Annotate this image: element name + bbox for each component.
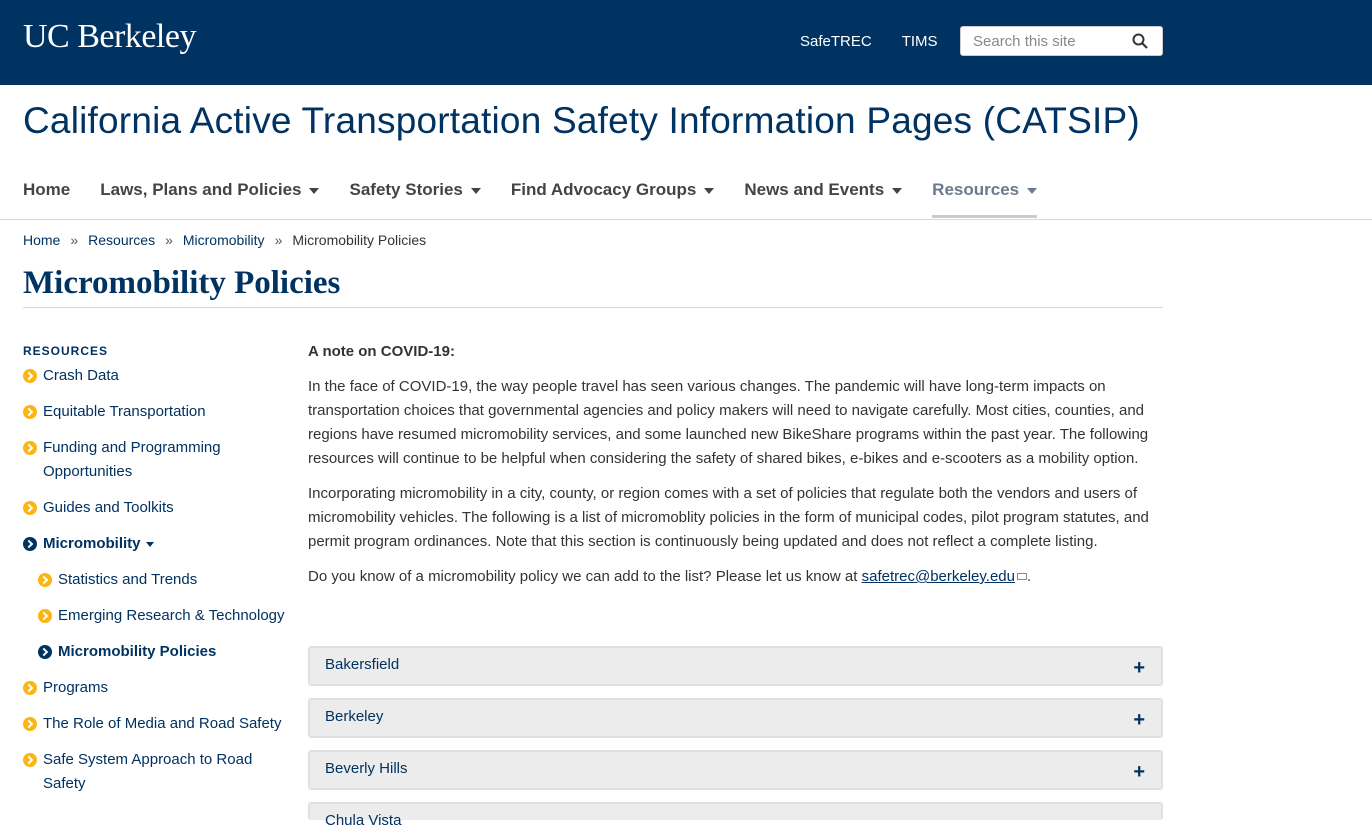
accordion-label: Beverly Hills bbox=[325, 760, 408, 777]
accordion-label: Bakersfield bbox=[325, 656, 400, 673]
policies-paragraph: Incorporating micromobility in a city, county, or region comes with a set of policies that regulate both the vendors and users of micromobility vehicles. The following is a list of micromoblity policies in the form of municipal codes, pilot program statutes, and permit program ordinances. Note that this section is continuously being updated and does not reflect a complete listing. bbox=[308, 485, 1149, 550]
breadcrumb-micromobility[interactable]: Micromobility bbox=[182, 232, 265, 248]
nav-safety-stories[interactable] bbox=[349, 180, 480, 218]
breadcrumb-current: Micromobility Policies bbox=[292, 232, 427, 248]
nav-label: Resources bbox=[932, 180, 1020, 199]
sidebar-item-safe-system[interactable] bbox=[23, 748, 293, 796]
site-title[interactable]: California Active Transportation Safety Information Pages (CATSIP) bbox=[23, 100, 1140, 141]
nav-label: News and Events bbox=[744, 180, 885, 199]
nav-label: Home bbox=[23, 180, 71, 199]
chevron-right-icon bbox=[23, 405, 37, 419]
chevron-right-icon bbox=[23, 753, 37, 767]
accordion-label: Chula Vista bbox=[325, 812, 402, 829]
nav-find-advocacy-groups[interactable] bbox=[511, 180, 714, 218]
nav-label: Find Advocacy Groups bbox=[510, 180, 697, 199]
plus-icon: + bbox=[1133, 761, 1145, 783]
accordion-chula-vista[interactable] bbox=[308, 802, 1163, 829]
search-icon[interactable] bbox=[1132, 33, 1148, 49]
sidebar-item-label: Emerging Research & Technology bbox=[58, 607, 285, 624]
uc-berkeley-logo[interactable]: UC Berkeley bbox=[23, 18, 196, 55]
nav-label: Laws, Plans and Policies bbox=[100, 180, 302, 199]
sidebar-item-crash-data[interactable] bbox=[23, 364, 293, 388]
contact-paragraph bbox=[308, 565, 1163, 589]
sidebar-item-label: Guides and Toolkits bbox=[43, 499, 174, 516]
caret-down-icon bbox=[1027, 188, 1037, 194]
page-title: Micromobility Policies bbox=[23, 265, 341, 301]
chevron-right-icon bbox=[23, 537, 37, 551]
caret-down-icon bbox=[309, 188, 319, 194]
sidebar-item-equitable-transportation[interactable] bbox=[23, 400, 293, 424]
email-link[interactable]: safetrec@berkeley.edu bbox=[861, 568, 1015, 585]
breadcrumb-separator: » bbox=[274, 232, 283, 248]
accordion-berkeley[interactable] bbox=[308, 698, 1163, 738]
main-content bbox=[308, 340, 1163, 600]
search-box bbox=[960, 26, 1163, 56]
chevron-right-icon bbox=[38, 645, 52, 659]
sidebar-item-label: Safe System Approach to Road Safety bbox=[43, 751, 253, 792]
caret-down-icon bbox=[892, 188, 902, 194]
sidebar-item-label: Equitable Transportation bbox=[43, 403, 206, 420]
chevron-right-icon bbox=[23, 441, 37, 455]
sidebar-item-label: Micromobility Policies bbox=[58, 643, 217, 660]
nav-resources[interactable] bbox=[932, 180, 1037, 218]
caret-down-icon bbox=[146, 542, 154, 547]
nav-label: Safety Stories bbox=[349, 180, 463, 199]
sidebar-item-programs[interactable] bbox=[23, 676, 293, 700]
breadcrumb-separator: » bbox=[70, 232, 79, 248]
nav-divider bbox=[0, 219, 1372, 220]
chevron-right-icon bbox=[23, 369, 37, 383]
breadcrumb-separator: » bbox=[165, 232, 173, 248]
accordion-bakersfield[interactable] bbox=[308, 646, 1163, 686]
sidebar-item-label: Micromobility bbox=[43, 535, 141, 552]
top-header bbox=[0, 0, 1372, 85]
title-divider bbox=[23, 307, 1163, 308]
sidebar-item-label: Funding and Programming Opportunities bbox=[43, 439, 221, 480]
chevron-right-icon bbox=[38, 573, 52, 587]
sidebar-item-micromobility[interactable] bbox=[23, 532, 293, 556]
nav-laws-plans-policies[interactable] bbox=[100, 180, 319, 218]
search-input[interactable] bbox=[961, 27, 1121, 55]
breadcrumb-home[interactable]: Home bbox=[23, 232, 61, 248]
covid-note-heading: A note on COVID-19: bbox=[308, 343, 455, 360]
sidebar-item-media-road-safety[interactable] bbox=[23, 712, 293, 736]
main-nav bbox=[23, 180, 1067, 218]
sidebar-heading: RESOURCES bbox=[23, 344, 109, 358]
sidebar bbox=[23, 344, 293, 808]
intro-paragraph: In the face of COVID-19, the way people travel has seen various changes. The pandemic will have long-term impacts on transportation choices that governmental agencies and policy makers will need to navigate carefully. Most cities, counties, and regions have resumed micromobility services, and some launched new BikeShare programs within the past year. The following resources will continue to be helpful when considering the safety of shared bikes, e-bikes and e-scooters as a mobility option. bbox=[308, 378, 1149, 467]
sidebar-item-emerging-research[interactable] bbox=[23, 604, 293, 628]
plus-icon: + bbox=[1133, 657, 1145, 679]
chevron-right-icon bbox=[23, 501, 37, 515]
caret-down-icon bbox=[471, 188, 481, 194]
sidebar-item-label: Statistics and Trends bbox=[58, 571, 198, 588]
nav-home[interactable] bbox=[23, 180, 70, 218]
accordion-beverly-hills[interactable] bbox=[308, 750, 1163, 790]
breadcrumb-resources[interactable]: Resources bbox=[88, 232, 156, 248]
sidebar-item-label: The Role of Media and Road Safety bbox=[43, 715, 282, 732]
contact-suffix: . bbox=[1026, 568, 1032, 585]
sidebar-item-label: Crash Data bbox=[43, 367, 119, 384]
safetrec-link[interactable]: SafeTREC bbox=[800, 33, 872, 50]
sidebar-item-label: Programs bbox=[43, 679, 109, 696]
utility-links bbox=[800, 33, 938, 50]
sidebar-item-guides-toolkits[interactable] bbox=[23, 496, 293, 520]
sidebar-item-micromobility-policies[interactable] bbox=[23, 640, 293, 664]
accordion-label: Berkeley bbox=[325, 708, 384, 725]
chevron-right-icon bbox=[23, 681, 37, 695]
plus-icon: + bbox=[1133, 709, 1145, 731]
nav-news-events[interactable] bbox=[744, 180, 902, 218]
mail-icon bbox=[1017, 573, 1027, 580]
sidebar-item-funding[interactable] bbox=[23, 436, 293, 484]
chevron-right-icon bbox=[23, 717, 37, 731]
tims-link[interactable]: TIMS bbox=[901, 33, 938, 50]
breadcrumb bbox=[23, 232, 426, 248]
chevron-right-icon bbox=[38, 609, 52, 623]
contact-text: Do you know of a micromobility policy we can add to the list? Please let us know at bbox=[308, 568, 862, 585]
sidebar-item-statistics-trends[interactable] bbox=[23, 568, 293, 592]
caret-down-icon bbox=[704, 188, 714, 194]
